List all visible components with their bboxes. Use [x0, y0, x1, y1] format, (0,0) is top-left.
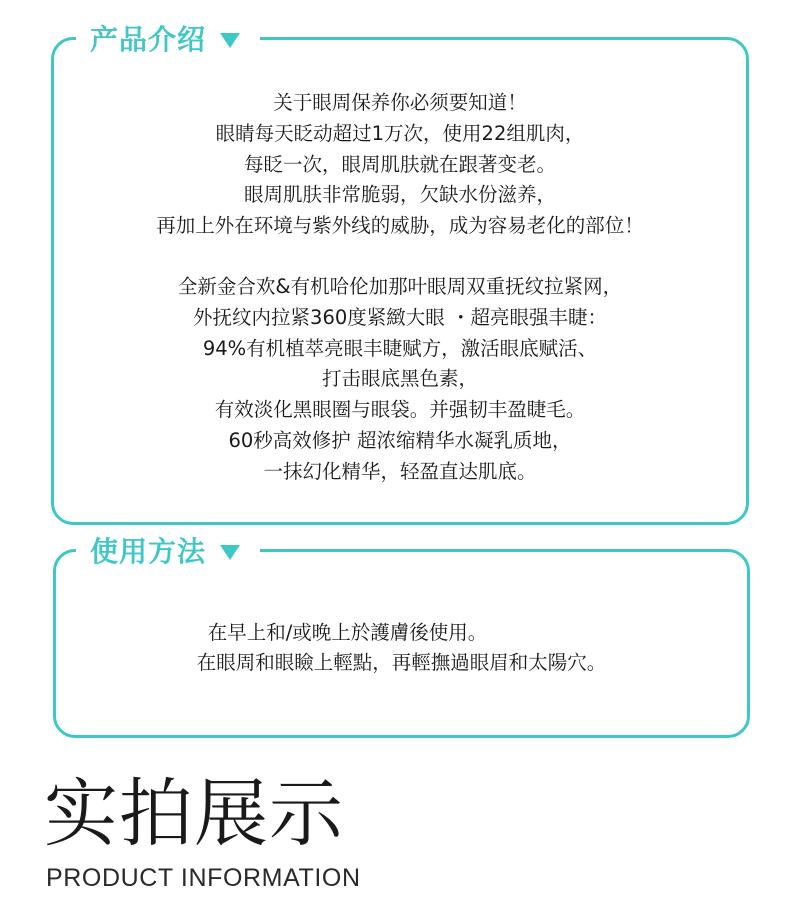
showcase-subtitle: PRODUCT INFORMATION [46, 864, 361, 892]
product-intro-header [76, 18, 260, 58]
intro-line: 打击眼底黑色素， [321, 367, 478, 391]
product-intro-body [54, 88, 746, 488]
intro-line: 有效淡化黑眼圈与眼袋。并强韧丰盈睫毛。 [214, 398, 586, 422]
product-intro-panel [51, 23, 749, 525]
product-intro-title: 产品介绍 [90, 23, 207, 56]
intro-line: 94%有机植萃亮眼丰睫赋方，激活眼底赋活、 [202, 336, 598, 360]
intro-line: 60秒高效修护 超浓缩精华水凝乳质地， [228, 428, 572, 452]
intro-line: 眼睛每天眨动超过1万次，使用22组肌肉， [215, 121, 585, 145]
intro-line: 全新金合欢&有机哈伦加那叶眼周双重抚纹拉紧网， [177, 274, 623, 298]
usage-line: 在眼周和眼瞼上輕點，再輕撫過眼眉和太陽穴。 [196, 651, 607, 674]
triangle-down-icon [220, 545, 240, 560]
showcase-title: 实拍展示 [44, 771, 344, 857]
paragraph-gap [54, 242, 746, 272]
intro-line: 眼周肌肤非常脆弱，欠缺水份滋养， [243, 183, 556, 207]
usage-header [76, 530, 260, 570]
intro-line: 再加上外在环境与紫外线的威胁，成为容易老化的部位！ [156, 214, 644, 238]
usage-panel [53, 535, 750, 738]
intro-line: 每眨一次，眼周肌肤就在跟著变老。 [243, 152, 556, 176]
triangle-down-icon [220, 33, 240, 48]
intro-line: 关于眼周保养你必须要知道！ [273, 91, 527, 114]
usage-title: 使用方法 [90, 535, 207, 568]
intro-line: 一抹幻化精华，轻盈直达肌底。 [263, 459, 537, 483]
usage-body [56, 618, 747, 678]
usage-line: 在早上和/或晚上於護膚後使用。 [207, 621, 488, 644]
intro-line: 外抚纹内拉紧360度紧緻大眼 ・超亮眼强丰睫： [193, 305, 607, 329]
